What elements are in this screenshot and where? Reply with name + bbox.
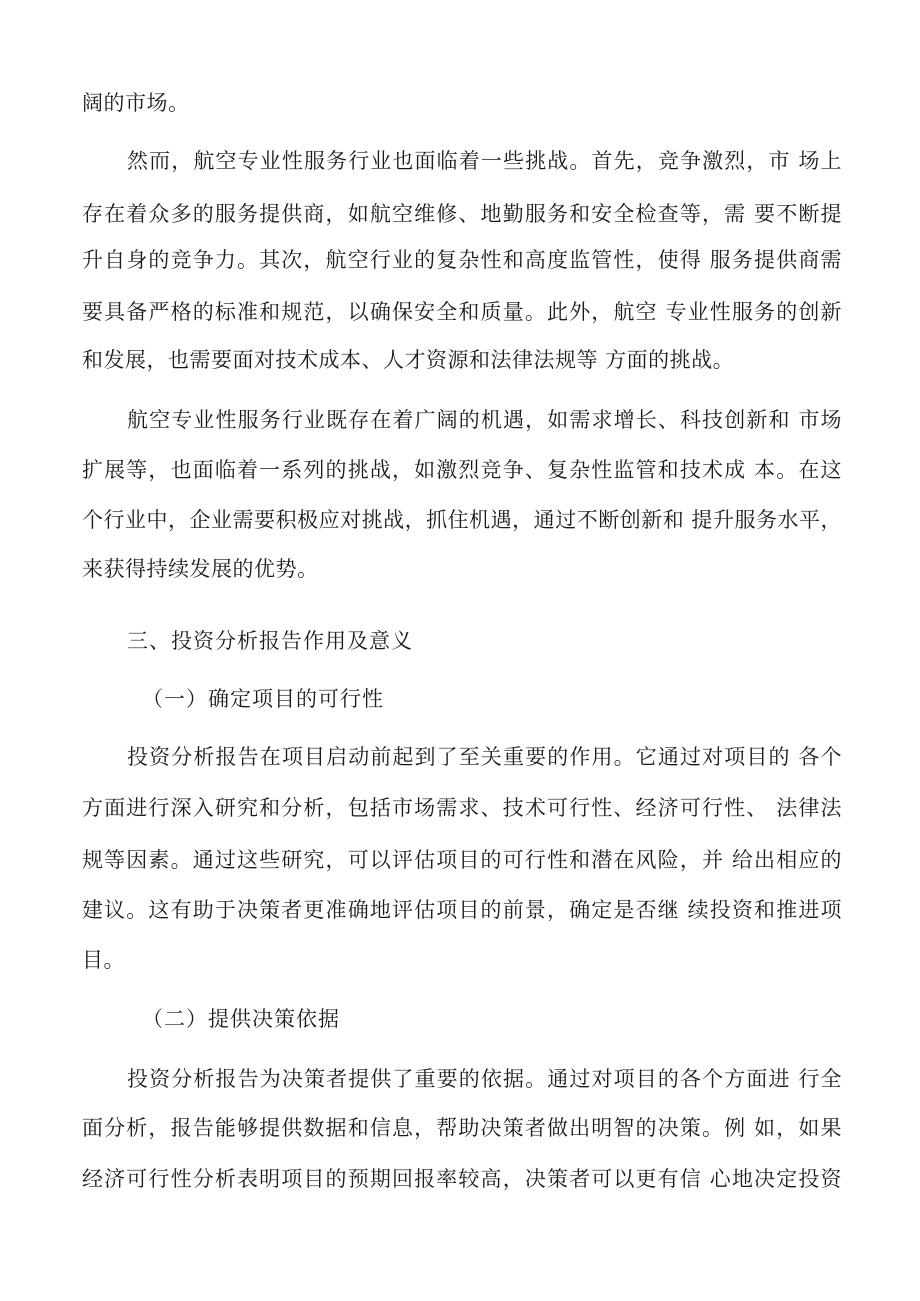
paragraph-line: 投资分析报告为决策者提供了重要的依据。通过对项目的各个方面进 行全: [127, 1067, 842, 1091]
section-heading: 三、投资分析报告作用及意义: [127, 629, 413, 653]
paragraph-line: 个行业中，企业需要积极应对挑战，抓住机遇，通过不断创新和 提升服务水平，: [82, 508, 842, 532]
paragraph-line: 投资分析报告在项目启动前起到了至关重要的作用。它通过对项目的 各个: [127, 745, 842, 769]
paragraph-line: 建议。这有助于决策者更准确地评估项目的前景，确定是否继 续投资和推进项: [82, 898, 842, 922]
paragraph-line: 存在着众多的服务提供商，如航空维修、地勤服务和安全检查等，需 要不断提: [82, 202, 842, 226]
paragraph-line: 升自身的竞争力。其次，航空行业的复杂性和高度监管性，使得 服务提供商需: [82, 248, 842, 272]
paragraph-line: 阔的市场。: [82, 91, 190, 115]
paragraph-line: 经济可行性分析表明项目的预期回报率较高，决策者可以更有信 心地决定投资: [82, 1167, 842, 1191]
paragraph-line: 来获得持续发展的优势。: [82, 557, 319, 581]
paragraph-line: 和发展，也需要面对技术成本、人才资源和法律法规等 方面的挑战。: [82, 348, 735, 372]
paragraph-line: 规等因素。通过这些研究，可以评估项目的可行性和潜在风险，并 给出相应的: [82, 848, 842, 872]
paragraph-line: 扩展等，也面临着一系列的挑战，如激烈竞争、复杂性监管和技术成 本。在这: [82, 458, 842, 482]
paragraph-line: 面分析，报告能够提供数据和信息，帮助决策者做出明智的决策。例 如，如果: [82, 1116, 842, 1140]
paragraph-line: 要具备严格的标准和规范，以确保安全和质量。此外，航空 专业性服务的创新: [82, 300, 842, 324]
subsection-heading: （二）提供决策依据: [142, 1007, 340, 1031]
paragraph-line: 航空专业性服务行业既存在着广阔的机遇，如需求增长、科技创新和 市场: [127, 408, 842, 432]
paragraph-line: 目。: [82, 948, 125, 972]
paragraph-line: 然而，航空专业性服务行业也面临着一些挑战。首先，竞争激烈，市 场上: [127, 149, 842, 173]
paragraph-line: 方面进行深入研究和分析，包括市场需求、技术可行性、经济可行性、 法律法: [82, 796, 842, 820]
subsection-heading: （一）确定项目的可行性: [142, 687, 384, 711]
